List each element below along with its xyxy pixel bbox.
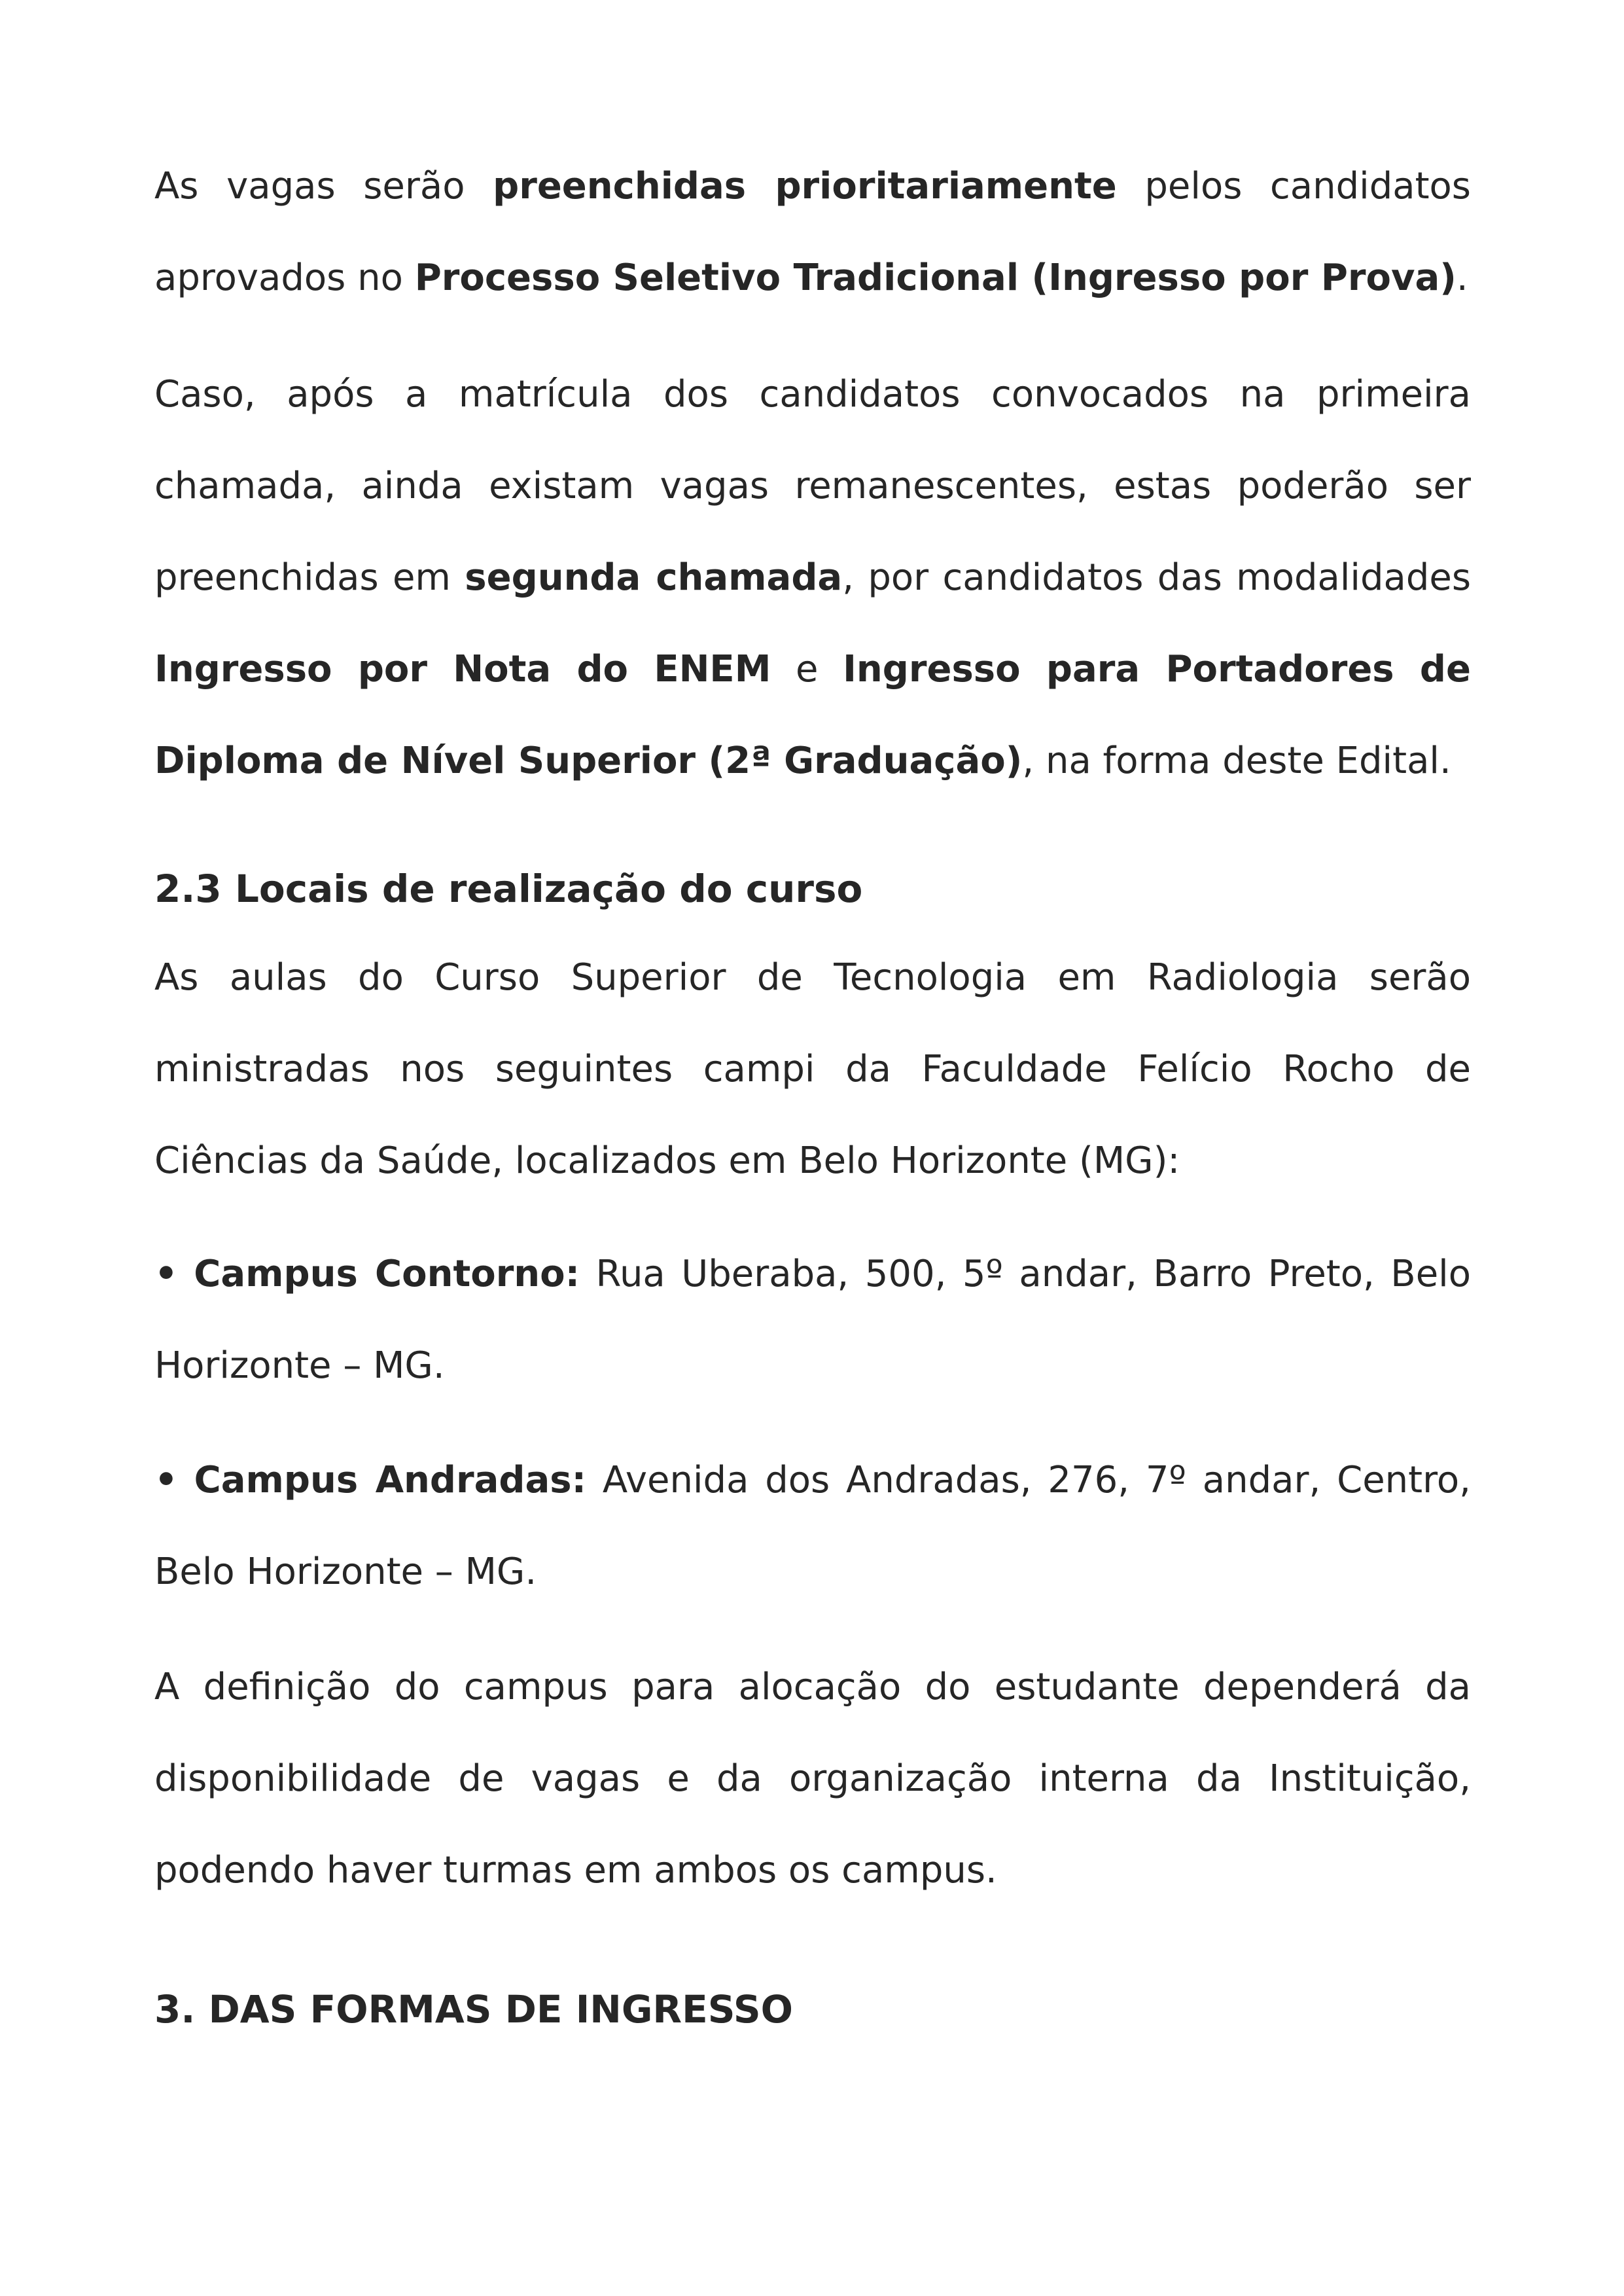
text-span: pelos candidatos aprovados no bbox=[154, 165, 1471, 299]
campus-item-andradas bbox=[154, 1435, 1471, 1618]
text-span: , por candidatos das modalidades bbox=[842, 556, 1471, 599]
campus-address: Rua Uberaba, 500, 5º andar, Barro Preto, Belo Horizonte – MG. bbox=[154, 1253, 1471, 1387]
text-span: Caso, após a matrícula dos candidatos convocados na primeira chamada, ainda existam vagas remanescentes, estas poderão ser preenchidas em bbox=[154, 373, 1471, 599]
campus-name: Campus Andradas: bbox=[194, 1459, 586, 1501]
text-span: e bbox=[771, 648, 843, 691]
campus-item-contorno bbox=[154, 1229, 1471, 1412]
paragraph-priority-filling bbox=[154, 141, 1471, 324]
campus-name: Campus Contorno: bbox=[194, 1253, 580, 1295]
bold-span: preenchidas prioritariamente bbox=[493, 165, 1117, 207]
bullet-icon: • bbox=[154, 1253, 178, 1295]
text-span: As vagas serão bbox=[154, 165, 493, 207]
bold-span: Ingresso por Nota do ENEM bbox=[154, 648, 771, 691]
text-span: , na forma deste Edital. bbox=[1022, 740, 1451, 782]
campus-address: Avenida dos Andradas, 276, 7º andar, Centro, Belo Horizonte – MG. bbox=[154, 1459, 1471, 1593]
section-heading-3: 3. DAS FORMAS DE INGRESSO bbox=[154, 1987, 793, 2032]
bullet-icon: • bbox=[154, 1459, 178, 1501]
paragraph-course-locations: As aulas do Curso Superior de Tecnologia em Radiologia serão ministradas nos seguintes campi da Faculdade Felício Rocho de Ciências da Saúde, localizados em Belo Horizonte (MG): bbox=[154, 956, 1471, 1182]
paragraph-second-call bbox=[154, 349, 1471, 807]
bold-span: Processo Seletivo Tradicional (Ingresso por Prova) bbox=[414, 257, 1456, 299]
section-heading-2-3: 2.3 Locais de realização do curso bbox=[154, 867, 863, 911]
bold-span: Ingresso para Portadores de Diploma de Nível Superior (2ª Graduação) bbox=[154, 648, 1471, 782]
text-span: . bbox=[1456, 257, 1468, 299]
paragraph-campus-allocation: A definição do campus para alocação do estudante dependerá da disponibilidade de vagas e da organização interna da Instituição, podendo haver turmas em ambos os campus. bbox=[154, 1666, 1471, 1892]
bold-span: segunda chamada bbox=[465, 556, 843, 599]
